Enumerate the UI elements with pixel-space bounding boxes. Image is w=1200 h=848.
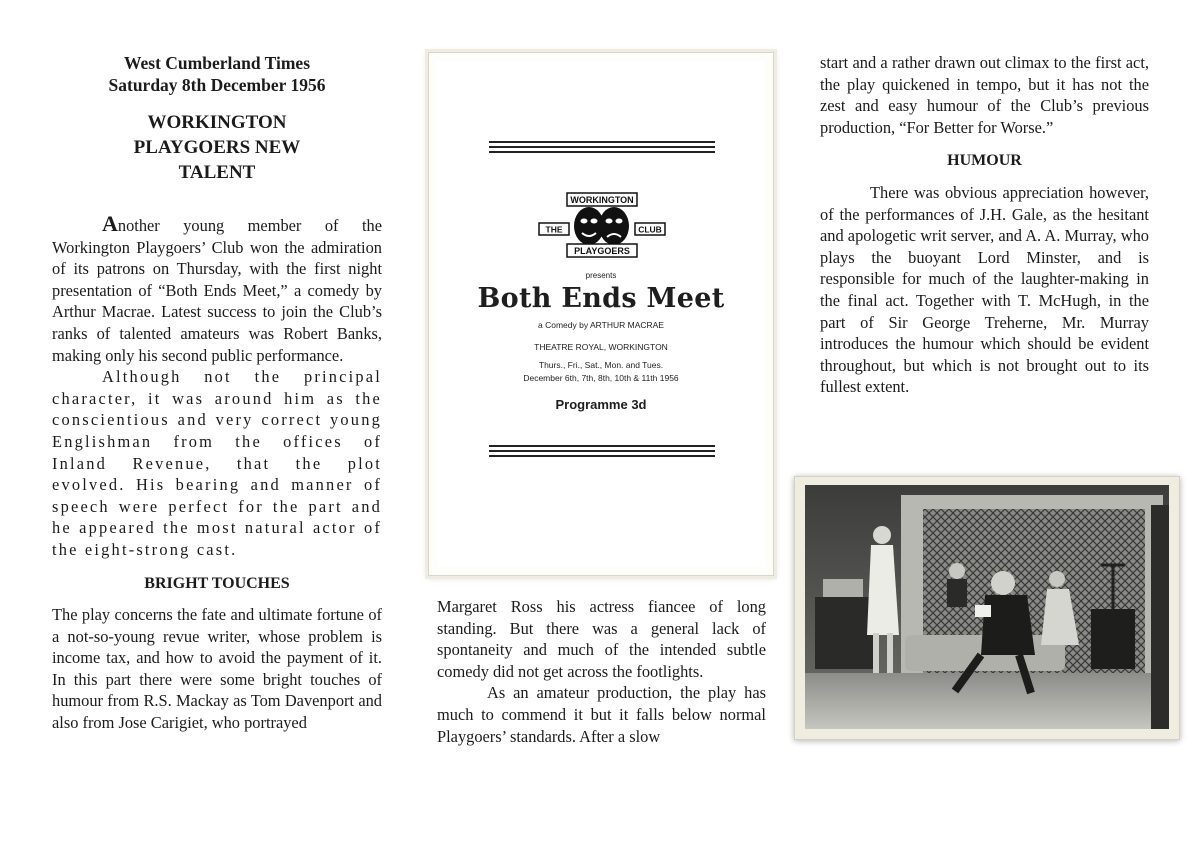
dates-line: December 6th, 7th, 8th, 10th & 11th 1956	[523, 373, 679, 383]
author-line: a Comedy by ARTHUR MACRAE	[538, 320, 664, 330]
logo-text-the: THE	[545, 224, 563, 235]
headline-line-1: WORKINGTON	[147, 112, 287, 133]
subhead-bright-touches: BRIGHT TOUCHES	[144, 574, 290, 592]
paragraph-1-text: nother young member of the Workington Playgoers’ Club won the admiration of its patrons on Thursday, with the first night presentation of “Both Ends Meet,” a comedy by Arthur Macrae. Latest success to join the Club’s ranks of talented amateurs was Robert Banks, making only his second public performance.	[52, 216, 382, 365]
drop-cap: A	[102, 211, 118, 236]
paragraph-5: As an amateur production, the play has much to commend it but it falls below normal Playgoers’ standards. After a slow	[437, 683, 766, 746]
play-title: Both Ends Meet	[477, 283, 725, 314]
headline-line-2: PLAYGOERS NEW	[133, 137, 301, 158]
paragraph-1	[52, 213, 382, 366]
headline-line-3: TALENT	[178, 162, 256, 183]
logo-text-top: WORKINGTON	[570, 195, 634, 205]
publication-date: Saturday 8th December 1956	[108, 75, 326, 95]
headline	[52, 110, 382, 185]
programme-price: Programme 3d	[555, 397, 647, 412]
newspaper-name: West Cumberland Times	[123, 53, 311, 73]
programme-card	[428, 52, 774, 576]
logo-text-club: CLUB	[638, 224, 662, 235]
article-column-2	[437, 596, 766, 747]
paragraph-2: Although not the principal character, it was around him as the conscientious and very correct young Englishman from the offices of Inland Revenue, that the plot evolved. His bearing and manner of speech were perfect for the part and he appeared the most natural actor of the eight-strong cast.	[52, 367, 382, 559]
paragraph-7: There was obvious appreciation however, of the performances of J.H. Gale, as the hesitant and apologetic writ server, and A. A. Murray, who plays the buoyant Lord Minster, and is responsible for much of the laughter-making in the final act. Together with T. McHugh, in the part of Sir George Treherne, Mr. Murray introduces the humour which should be evident throughout, but which is not brought out to its fullest extent.	[820, 182, 1149, 397]
stage-photo-image	[805, 485, 1169, 729]
venue-line: THEATRE ROYAL, WORKINGTON	[534, 342, 668, 352]
presents-text: presents	[585, 271, 617, 280]
article-column-1	[52, 52, 382, 734]
days-line: Thurs., Fri., Sat., Mon. and Tues.	[538, 360, 664, 370]
subhead-humour: HUMOUR	[947, 152, 1022, 170]
logo-text-bottom: PLAYGOERS	[574, 246, 630, 256]
paragraph-3: The play concerns the fate and ultimate fortune of a not-so-young revue writer, whose problem is income tax, and how to avoid the payment of it. In this part there were some bright touches of humour from R.S. Mackay as Tom Davenport and also from Jose Carigiet, who portrayed	[52, 605, 382, 733]
bottom-rules	[489, 445, 715, 460]
article-column-3	[820, 52, 1149, 398]
top-rules	[489, 141, 715, 156]
programme-page	[437, 61, 765, 567]
stage-photo	[794, 476, 1180, 740]
paragraph-6: start and a rather drawn out climax to the first act, the play quickened in tempo, but it has not the zest and easy humour of the Club’s previous production, “For Better for Worse.”	[820, 53, 1149, 137]
paragraph-4: Margaret Ross his actress fiancee of long standing. But there was a general lack of spontaneity and much of the intended subtle comedy did not get across the footlights.	[437, 597, 766, 681]
playgoers-club-logo	[537, 189, 667, 259]
